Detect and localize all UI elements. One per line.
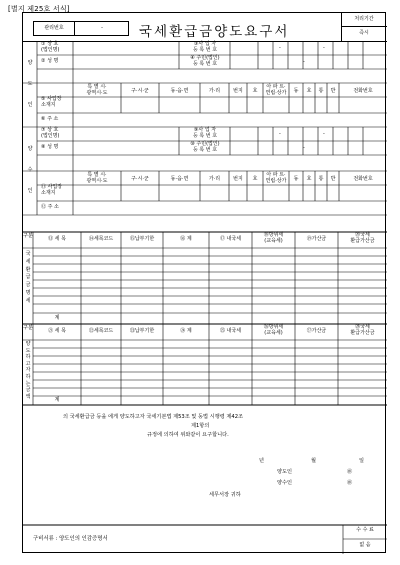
side-label-char: 는 <box>25 380 31 387</box>
side-label-char: 도 <box>25 347 31 354</box>
side-label-char: 금 <box>25 387 31 394</box>
date-day-label: 일 <box>359 458 365 464</box>
side-label-char: 국 <box>25 251 31 257</box>
processing-period-value: 즉시 <box>359 30 369 36</box>
addr-hdr-ri: 가·리 <box>208 176 221 182</box>
transferor-addr2-label: ⑥ 주 소 <box>41 116 59 122</box>
side-label-char: 금 <box>25 282 31 289</box>
transferor-reg-dash-2: - <box>323 45 325 51</box>
addr-hdr-sigungu: 구·시·군 <box>131 176 149 182</box>
transferee-rep-label: ⑧ 성 명 <box>41 144 59 150</box>
addr-hdr-sido: 특 별 시· 광역시·도 <box>86 172 108 184</box>
col-surcharge: ⑲가산금 <box>306 236 327 242</box>
fee-value: 없 음 <box>359 542 371 548</box>
processing-period-label: 처리기간 <box>354 16 374 22</box>
addr-hdr-phone: 전화번호 <box>353 88 373 94</box>
refund-detail-side-label <box>25 251 31 306</box>
refund-detail-total-label: 계 <box>54 315 60 321</box>
col-total: ㉔ 계 <box>180 328 192 334</box>
addr-hdr-phone: 전화번호 <box>353 176 373 182</box>
addr-hdr-tong: 통 <box>318 176 324 182</box>
mgmt-no-value[interactable]: - <box>101 25 103 31</box>
col-surcharge: ㉗가산금 <box>306 328 327 334</box>
addr-hdr-tong: 통 <box>318 88 324 94</box>
side-label-char: 하 <box>25 354 31 361</box>
col-tax-code: ⑭세목코드 <box>88 236 114 242</box>
col-total: ⑯ 계 <box>180 236 192 242</box>
mgmt-no-label: 관리번호 <box>44 25 64 31</box>
col-defense-tax: ⑱방위세 (교육세) <box>263 232 284 244</box>
col-refund-interest: ⑳국세 환급가산금 <box>350 232 375 244</box>
addressee-label: 세무서장 귀하 <box>209 492 241 498</box>
date-month-label: 월 <box>311 458 317 464</box>
transferee-reg-no-label: ⑨사 업 자 등 록 번 호 <box>192 127 218 139</box>
request-line-2: 제1항의 <box>191 423 210 429</box>
transfer-request-form <box>22 12 386 553</box>
addr-hdr-ho2: 호 <box>306 88 312 94</box>
side-label-char: 자 <box>25 367 31 374</box>
side-label-char: 세 <box>25 258 31 265</box>
col-category: 구분 <box>23 325 33 331</box>
transferee-seal-mark: ㊞ <box>347 480 353 486</box>
transferee-side-label: 양 수 인 <box>27 146 33 194</box>
transferor-res-no-label: ④ 주민(법인) 등 록 번 호 <box>190 55 220 67</box>
col-refund-interest: ㉘국세 환급가산금 <box>350 324 375 336</box>
transferor-sign-label: 양도인 <box>277 469 293 475</box>
transferee-name-label: ⑦ 상 호 (법인명) <box>41 127 60 139</box>
col-due-date: ㉓납부기한 <box>129 328 155 334</box>
side-label-char: 환 <box>25 266 31 273</box>
transfer-amount-side-label <box>25 341 31 400</box>
addr-hdr-dong: 동·읍·면 <box>170 88 189 94</box>
col-due-date: ⑮납부기한 <box>129 236 155 242</box>
transferor-res-dash: - <box>303 59 305 65</box>
transferee-addr2-label: ⑫ 주 소 <box>41 204 59 210</box>
side-label-char: 명 <box>25 289 31 296</box>
transferee-addr-label: ⑪ 사업장 소재지 <box>41 184 63 196</box>
transferee-sign-label: 양수인 <box>277 480 293 486</box>
fee-label: 수 수 료 <box>356 527 374 533</box>
transferee-reg-dash-2: - <box>323 131 325 137</box>
addr-hdr-ho: 호 <box>252 176 258 182</box>
side-label-char: 고 <box>25 360 31 367</box>
transferor-addr-label: ⑤ 사업장 소재지 <box>41 96 62 108</box>
transferor-reg-dash: - <box>279 45 281 51</box>
addr-hdr-bunji: 번지 <box>233 176 243 182</box>
request-line-1: 의 국세환급금 등을 에게 양도하고자 국세기본법 제53조 및 동법 시행령 제42조 <box>63 414 244 420</box>
transferor-reg-no-label: ③사 업 자 등 록 번 호 <box>192 41 218 53</box>
addr-hdr-dong: 동·읍·면 <box>170 176 189 182</box>
transferor-seal-mark: ㊞ <box>347 469 353 475</box>
addr-hdr-sido: 특 별 시· 광역시·도 <box>86 84 108 96</box>
date-year-label: 년 <box>259 458 265 464</box>
transfer-amount-total-label: 계 <box>54 397 60 403</box>
transferor-name-label: ① 상 호 (법인명) <box>41 41 60 53</box>
addr-hdr-sigungu: 구·시·군 <box>131 88 149 94</box>
addr-hdr-ri: 가·리 <box>208 88 221 94</box>
col-category: 구분 <box>23 233 33 239</box>
col-tax-code: ㉒세목코드 <box>88 328 114 334</box>
transferee-res-no-label: ⑩ 주민(법인) 등 록 번 호 <box>190 141 220 153</box>
transferee-reg-dash: - <box>279 131 281 137</box>
side-label-char: 세 <box>25 297 31 304</box>
addr-hdr-bunji: 번지 <box>233 88 243 94</box>
col-defense-tax: ㉖방위세 (교육세) <box>263 324 284 336</box>
attachment-note: 구비서류 : 양도인의 인감증명서 <box>33 536 108 542</box>
form-number-label: [별지 제25호 서식] <box>8 5 70 13</box>
addr-hdr-apt: 아 파 트· 연립·상가 <box>265 84 287 96</box>
addr-hdr-dong2: 동 <box>293 88 299 94</box>
request-line-3: 규정에 의하여 위와같이 요구합니다. <box>147 432 229 438</box>
addr-hdr-apt: 아 파 트· 연립·상가 <box>265 172 287 184</box>
col-tax-item: ㉑ 세 목 <box>48 328 66 334</box>
addr-hdr-ho: 호 <box>252 88 258 94</box>
col-domestic-tax: ㉕ 내국세 <box>219 328 242 334</box>
side-label-char: 액 <box>25 393 31 400</box>
transferor-rep-label: ② 성 명 <box>41 58 59 64</box>
side-label-char: 하 <box>25 373 31 380</box>
col-tax-item: ⑬ 세 목 <box>48 236 66 242</box>
transferor-side-label: 양 도 인 <box>27 60 33 108</box>
addr-hdr-ho2: 호 <box>306 176 312 182</box>
addr-hdr-dong2: 동 <box>293 176 299 182</box>
addr-hdr-ban: 반 <box>330 176 336 182</box>
col-domestic-tax: ⑰ 내국세 <box>219 236 242 242</box>
side-label-char: 양 <box>25 341 31 347</box>
side-label-char: 급 <box>25 274 31 281</box>
transferee-res-dash: - <box>303 145 305 151</box>
form-title: 국세환급금양도요구서 <box>139 24 290 40</box>
addr-hdr-ban: 반 <box>330 88 336 94</box>
